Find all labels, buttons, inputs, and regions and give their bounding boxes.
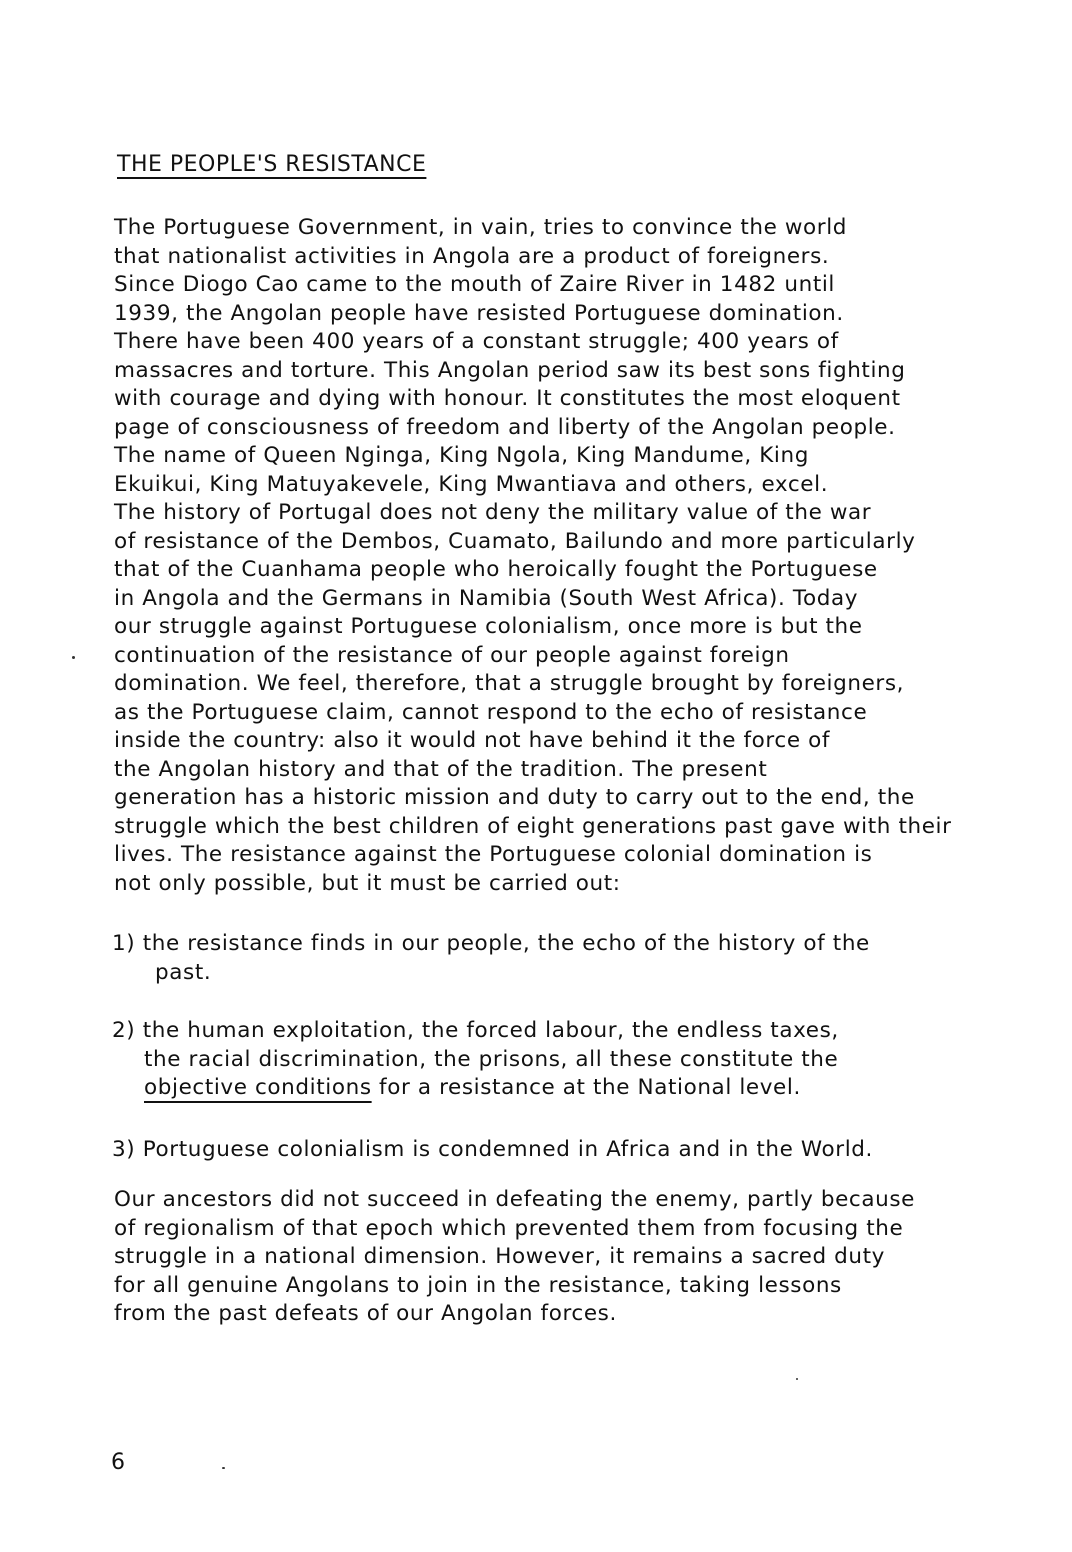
list-item-line: 2) the human exploitation, the forced labour, the endless taxes, xyxy=(112,1018,839,1043)
paragraph-line: Since Diogo Cao came to the mouth of Zaire River in 1482 until xyxy=(114,272,835,297)
paragraph-line: struggle in a national dimension. However, it remains a sacred duty xyxy=(114,1244,885,1269)
paragraph-line: with courage and dying with honour. It constitutes the most eloquent xyxy=(114,386,901,411)
paragraph-line: inside the country: also it would not have behind it the force of xyxy=(114,728,830,753)
page-number: 6 xyxy=(111,1450,125,1475)
list-item-text: for a resistance at the National level. xyxy=(371,1075,801,1100)
scan-speck xyxy=(796,1378,798,1380)
paragraph-line: struggle which the best children of eight generations past gave with their xyxy=(114,813,952,839)
list-item-1 xyxy=(112,930,1012,987)
paragraph-line: that of the Cuanhama people who heroically fought the Portuguese xyxy=(114,557,878,582)
paragraph-line: massacres and torture. This Angolan period saw its best sons fighting xyxy=(114,357,906,383)
paragraph-line: Our ancestors did not succeed in defeating the enemy, partly because xyxy=(114,1187,915,1212)
paragraph-line: from the past defeats of our Angolan forces. xyxy=(114,1301,617,1326)
paragraph-line: of resistance of the Dembos, Cuamato, Bailundo and more particularly xyxy=(114,528,916,554)
paragraph-line: domination. We feel, therefore, that a struggle brought by foreigners, xyxy=(114,671,905,696)
paragraph-line: of regionalism of that epoch which prevented them from focusing the xyxy=(114,1215,904,1241)
paragraph-line: The Portuguese Government, in vain, tries to convince the world xyxy=(114,215,848,240)
list-item-line: 3) Portuguese colonialism is condemned in Africa and in the World. xyxy=(112,1137,873,1162)
list-item-3 xyxy=(112,1136,1012,1165)
list-item-2 xyxy=(112,1017,1012,1103)
paragraph-line: There have been 400 years of a constant struggle; 400 years of xyxy=(114,329,839,354)
paragraph-line: not only possible, but it must be carried out: xyxy=(114,870,621,896)
list-item-line: the racial discrimination, the prisons, all these constitute the xyxy=(144,1046,839,1072)
section-heading: THE PEOPLE'S RESISTANCE xyxy=(117,152,427,177)
paragraph-line: for all genuine Angolans to join in the resistance, taking lessons xyxy=(114,1272,842,1298)
list-item-line: 1) the resistance finds in our people, the echo of the history of the xyxy=(112,931,870,956)
paragraph-line: continuation of the resistance of our people against foreign xyxy=(114,642,790,668)
paragraph-line: generation has a historic mission and duty to carry out to the end, the xyxy=(114,785,915,810)
scan-speck xyxy=(222,1467,225,1469)
main-paragraph xyxy=(114,214,1014,898)
closing-paragraph xyxy=(114,1186,1014,1329)
paragraph-line: as the Portuguese claim, cannot respond to the echo of resistance xyxy=(114,699,868,725)
paragraph-line: lives. The resistance against the Portuguese colonial domination is xyxy=(114,842,873,867)
underlined-phrase: objective conditions xyxy=(144,1075,372,1100)
paragraph-line: our struggle against Portuguese colonialism, once more is but the xyxy=(114,614,863,639)
paragraph-line: in Angola and the Germans in Namibia (South West Africa). Today xyxy=(114,585,859,611)
list-item-line xyxy=(112,1074,1012,1103)
paragraph-line: page of consciousness of freedom and liberty of the Angolan people. xyxy=(114,414,896,440)
paragraph-line: that nationalist activities in Angola are a product of foreigners. xyxy=(114,243,830,269)
paragraph-line: The history of Portugal does not deny the military value of the war xyxy=(114,500,872,525)
paragraph-line: Ekuikui, King Matuyakevele, King Mwantiava and others, excel. xyxy=(114,471,829,497)
paragraph-line: 1939, the Angolan people have resisted Portuguese domination. xyxy=(114,300,844,326)
list-item-line: past. xyxy=(155,959,212,985)
paragraph-line: the Angolan history and that of the tradition. The present xyxy=(114,756,768,782)
scan-speck xyxy=(72,656,75,659)
paragraph-line: The name of Queen Nginga, King Ngola, King Mandume, King xyxy=(114,443,809,468)
